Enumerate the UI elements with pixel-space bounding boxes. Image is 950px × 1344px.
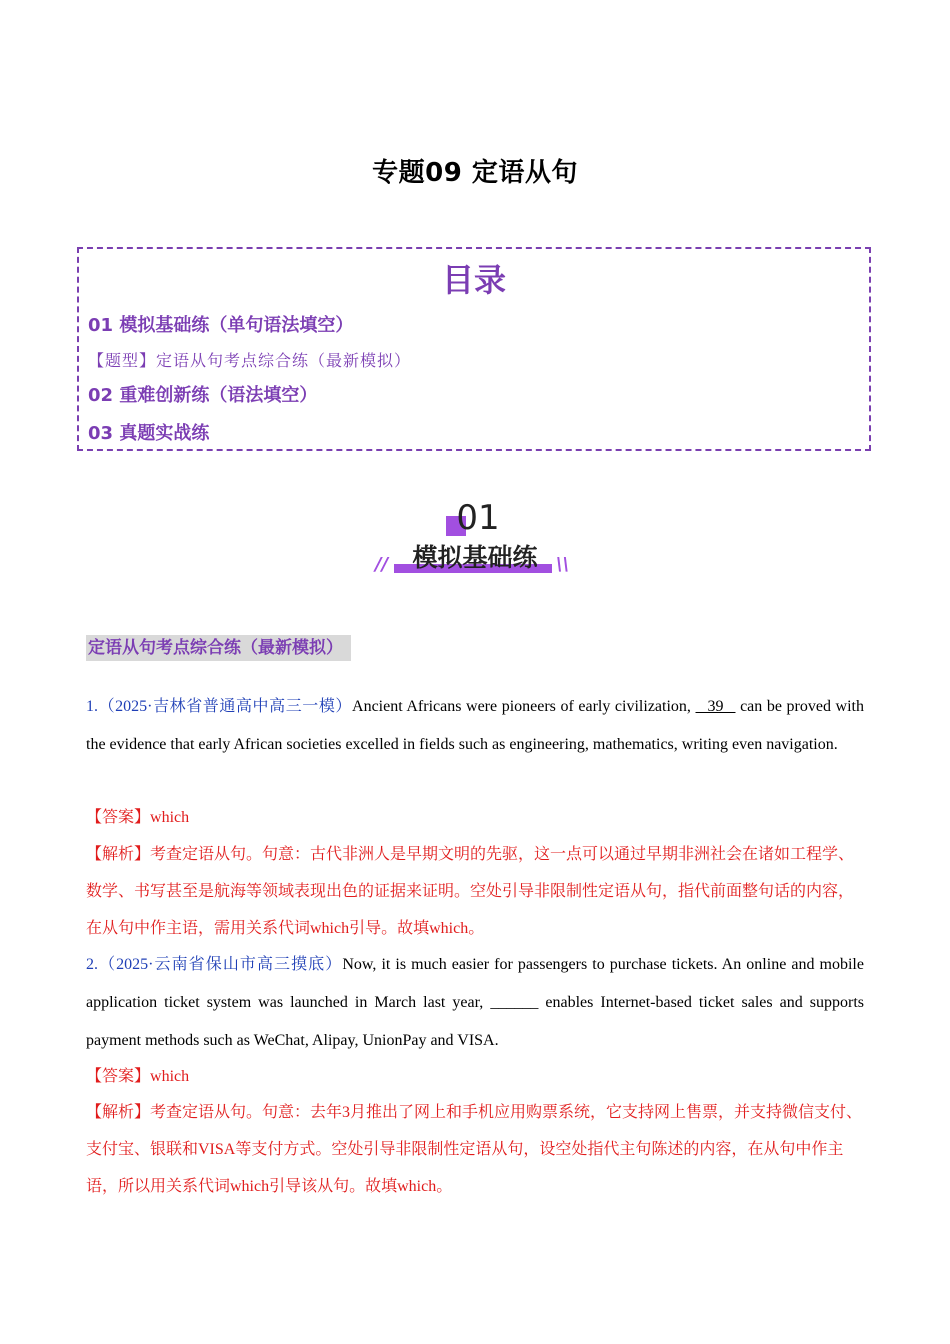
question-source: （2025·云南省保山市高三摸底） bbox=[98, 956, 343, 973]
answer-value: which bbox=[150, 809, 190, 826]
answer-label: 【答案】 bbox=[86, 809, 151, 826]
question-number: 1. bbox=[86, 698, 98, 715]
answer-blank: ______ bbox=[490, 994, 539, 1011]
answer-1 bbox=[86, 799, 864, 836]
page-title: 专题09 定语从句 bbox=[372, 158, 578, 188]
question-text-before: Ancient Africans were pioneers of early civilization, bbox=[352, 698, 696, 715]
banner-label: 模拟基础练 bbox=[412, 543, 538, 572]
question-text-before: Now, it is much easier for passengers to purchase tickets. An online and mobile application ticket system was launched in March last year, bbox=[86, 956, 864, 1011]
question-1 bbox=[86, 688, 864, 764]
banner-right-slashes: \\ bbox=[556, 554, 570, 575]
section-banner bbox=[370, 498, 580, 582]
toc-item-03[interactable]: 03 真题实战练 bbox=[88, 423, 210, 444]
answer-2 bbox=[86, 1058, 864, 1095]
section-tag: 定语从句考点综合练（最新模拟） bbox=[86, 635, 351, 661]
question-source: （2025·吉林省普通高中高三一模） bbox=[98, 698, 353, 715]
question-text-after: can be proved with the evidence that early African societies excelled in fields such as engineering, mathematics, writing even navigation. bbox=[86, 698, 864, 753]
toc-item-02[interactable]: 02 重难创新练（语法填空） bbox=[88, 385, 318, 406]
toc-item-01[interactable]: 01 模拟基础练（单句语法填空） bbox=[88, 315, 354, 336]
table-of-contents bbox=[77, 247, 871, 451]
analysis-text: 考查定语从句。句意：去年3月推出了网上和手机应用购票系统，它支持网上售票，并支持微信支付、支付宝、银联和VISA等支付方式。空处引导非限制性定语从句，设空处指代主句陈述的内容，在从句中作主语，所以用关系代词which引导该从句。故填which。 bbox=[86, 1104, 863, 1195]
answer-label: 【答案】 bbox=[86, 1068, 151, 1085]
analysis-label: 【解析】 bbox=[86, 846, 151, 863]
analysis-1 bbox=[86, 836, 864, 947]
answer-blank: 39 bbox=[695, 698, 736, 715]
question-number: 2. bbox=[86, 956, 98, 973]
answer-value: which bbox=[150, 1068, 190, 1085]
toc-subitem-type[interactable]: 【题型】定语从句考点综合练（最新模拟） bbox=[88, 351, 412, 370]
question-2 bbox=[86, 946, 864, 1060]
analysis-label: 【解析】 bbox=[86, 1104, 151, 1121]
banner-number: 01 bbox=[456, 498, 500, 538]
question-text-after: enables Internet-based ticket sales and supports payment methods such as WeChat, Alipay, UnionPay and VISA. bbox=[86, 994, 865, 1049]
toc-heading: 目录 bbox=[441, 261, 506, 299]
analysis-2 bbox=[86, 1094, 864, 1205]
banner-left-slashes: // bbox=[375, 554, 389, 575]
analysis-text: 考查定语从句。句意：古代非洲人是早期文明的先驱，这一点可以通过早期非洲社会在诸如工程学、数学、书写甚至是航海等领域表现出色的证据来证明。空处引导非限制性定语从句，指代前面整句话的内容，在从句中作主语，需用关系代词which引导。故填which。 bbox=[86, 846, 855, 937]
